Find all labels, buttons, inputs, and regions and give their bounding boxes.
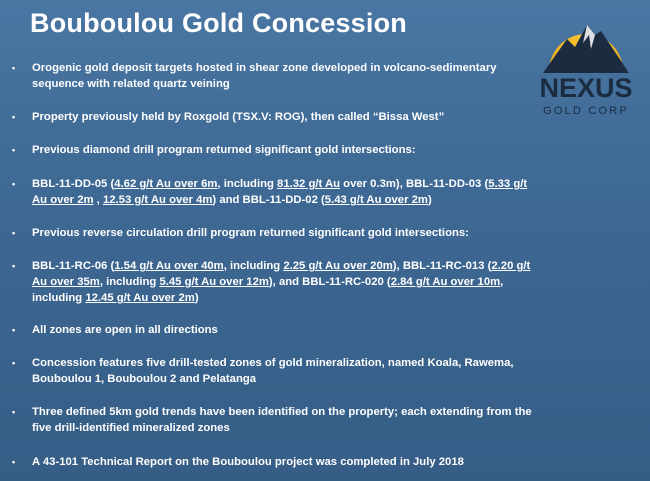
bullet-text-segment: , (93, 194, 103, 206)
bullet-text (32, 142, 416, 158)
bullet-item (12, 404, 532, 436)
bullet-text (32, 176, 532, 208)
bullet-text (32, 258, 532, 306)
bullet-text-segment: Concession features five drill-tested zones of gold mineralization, named Koala, Rawema, Bouboulou 1, Bouboulou 2 and Pelatanga (32, 357, 514, 385)
bullet-text (32, 322, 218, 338)
bullet-text-segment: ) and BBL-11-DD-02 ( (212, 194, 325, 206)
bullet-text-segment: , including (99, 276, 160, 288)
bullet-dot: • (12, 457, 16, 467)
bullet-dot: • (12, 358, 16, 368)
bullet-text-segment: ) (427, 194, 432, 206)
bullet-text-segment: A 43-101 Technical Report on the Bouboulou project was completed in July 2018 (32, 456, 464, 468)
bullet-dot: • (12, 63, 16, 73)
bullet-text-segment: BBL-11-DD-05 ( (32, 178, 115, 190)
underlined-result: 4.62 g/t Au over 6m (114, 178, 218, 190)
underlined-result: 5.45 g/t Au over 12m (159, 276, 269, 288)
bullet-item (12, 355, 532, 387)
bullet-dot: • (12, 228, 16, 238)
bullet-text-segment: Previous diamond drill program returned significant gold intersections: (32, 144, 416, 156)
underlined-result: 2.84 g/t Au over 10m (390, 276, 501, 288)
bullet-text-segment: , including (223, 260, 284, 272)
bullet-item (12, 109, 444, 125)
bullet-text-segment: ) (194, 292, 199, 304)
bullet-dot: • (12, 261, 16, 271)
bullet-text (32, 355, 532, 387)
underlined-result: 5.43 g/t Au over 2m (324, 194, 428, 206)
underlined-result: 5.33 g/t Au over 2m (32, 178, 528, 206)
bullet-item (12, 322, 218, 338)
bullet-text (32, 404, 532, 436)
bullet-text-segment: Orogenic gold deposit targets hosted in shear zone developed in volcano-sedimentary sequence with related quartz veining (32, 62, 497, 90)
bullet-item (12, 176, 532, 208)
bullet-text-segment: , including (217, 178, 278, 190)
underlined-result: 12.53 g/t Au over 4m (102, 194, 213, 206)
bullet-text-segment: Three defined 5km gold trends have been identified on the property; each extending from the five drill-identified mineralized zones (32, 406, 532, 434)
underlined-result: 2.20 g/t Au over 35m (32, 260, 531, 288)
bullet-text-segment: ), and BBL-11-RC-020 ( (268, 276, 391, 288)
logo-subtitle: GOLD CORP (543, 105, 629, 117)
logo-name: NEXUS (539, 73, 633, 103)
bullet-text (32, 109, 444, 125)
bullet-text (32, 60, 532, 92)
bullet-text-segment: ), BBL-11-RC-013 ( (392, 260, 492, 272)
bullet-text-segment: , including (32, 276, 504, 304)
nexus-logo (527, 5, 645, 125)
bullet-text (32, 225, 469, 241)
bullet-item (12, 454, 464, 470)
bullet-item (12, 60, 532, 92)
bullet-item (12, 142, 416, 158)
underlined-result: 12.45 g/t Au over 2m (85, 292, 195, 304)
mountain-sun-icon (527, 5, 645, 75)
bullet-text-segment: Previous reverse circulation drill program returned significant gold intersections: (32, 227, 469, 239)
slide-title: Bouboulou Gold Concession (30, 8, 407, 38)
bullet-dot: • (12, 112, 16, 122)
bullet-text-segment: Property previously held by Roxgold (TSX.V: ROG), then called “Bissa West” (32, 111, 445, 123)
bullet-dot: • (12, 145, 16, 155)
bullet-item (12, 225, 469, 241)
bullet-item (12, 258, 532, 306)
underlined-result: 81.32 g/t Au (277, 178, 341, 190)
underlined-result: 1.54 g/t Au over 40m (114, 260, 224, 272)
underlined-result: 2.25 g/t Au over 20m (283, 260, 393, 272)
bullet-text-segment: All zones are open in all directions (32, 324, 218, 336)
bullet-text-segment: BBL-11-RC-06 ( (32, 260, 115, 272)
bullet-dot: • (12, 179, 16, 189)
bullet-text-segment: over 0.3m), BBL-11-DD-03 ( (340, 178, 489, 190)
bullet-text (32, 454, 464, 470)
bullet-dot: • (12, 325, 16, 335)
bullet-dot: • (12, 407, 16, 417)
